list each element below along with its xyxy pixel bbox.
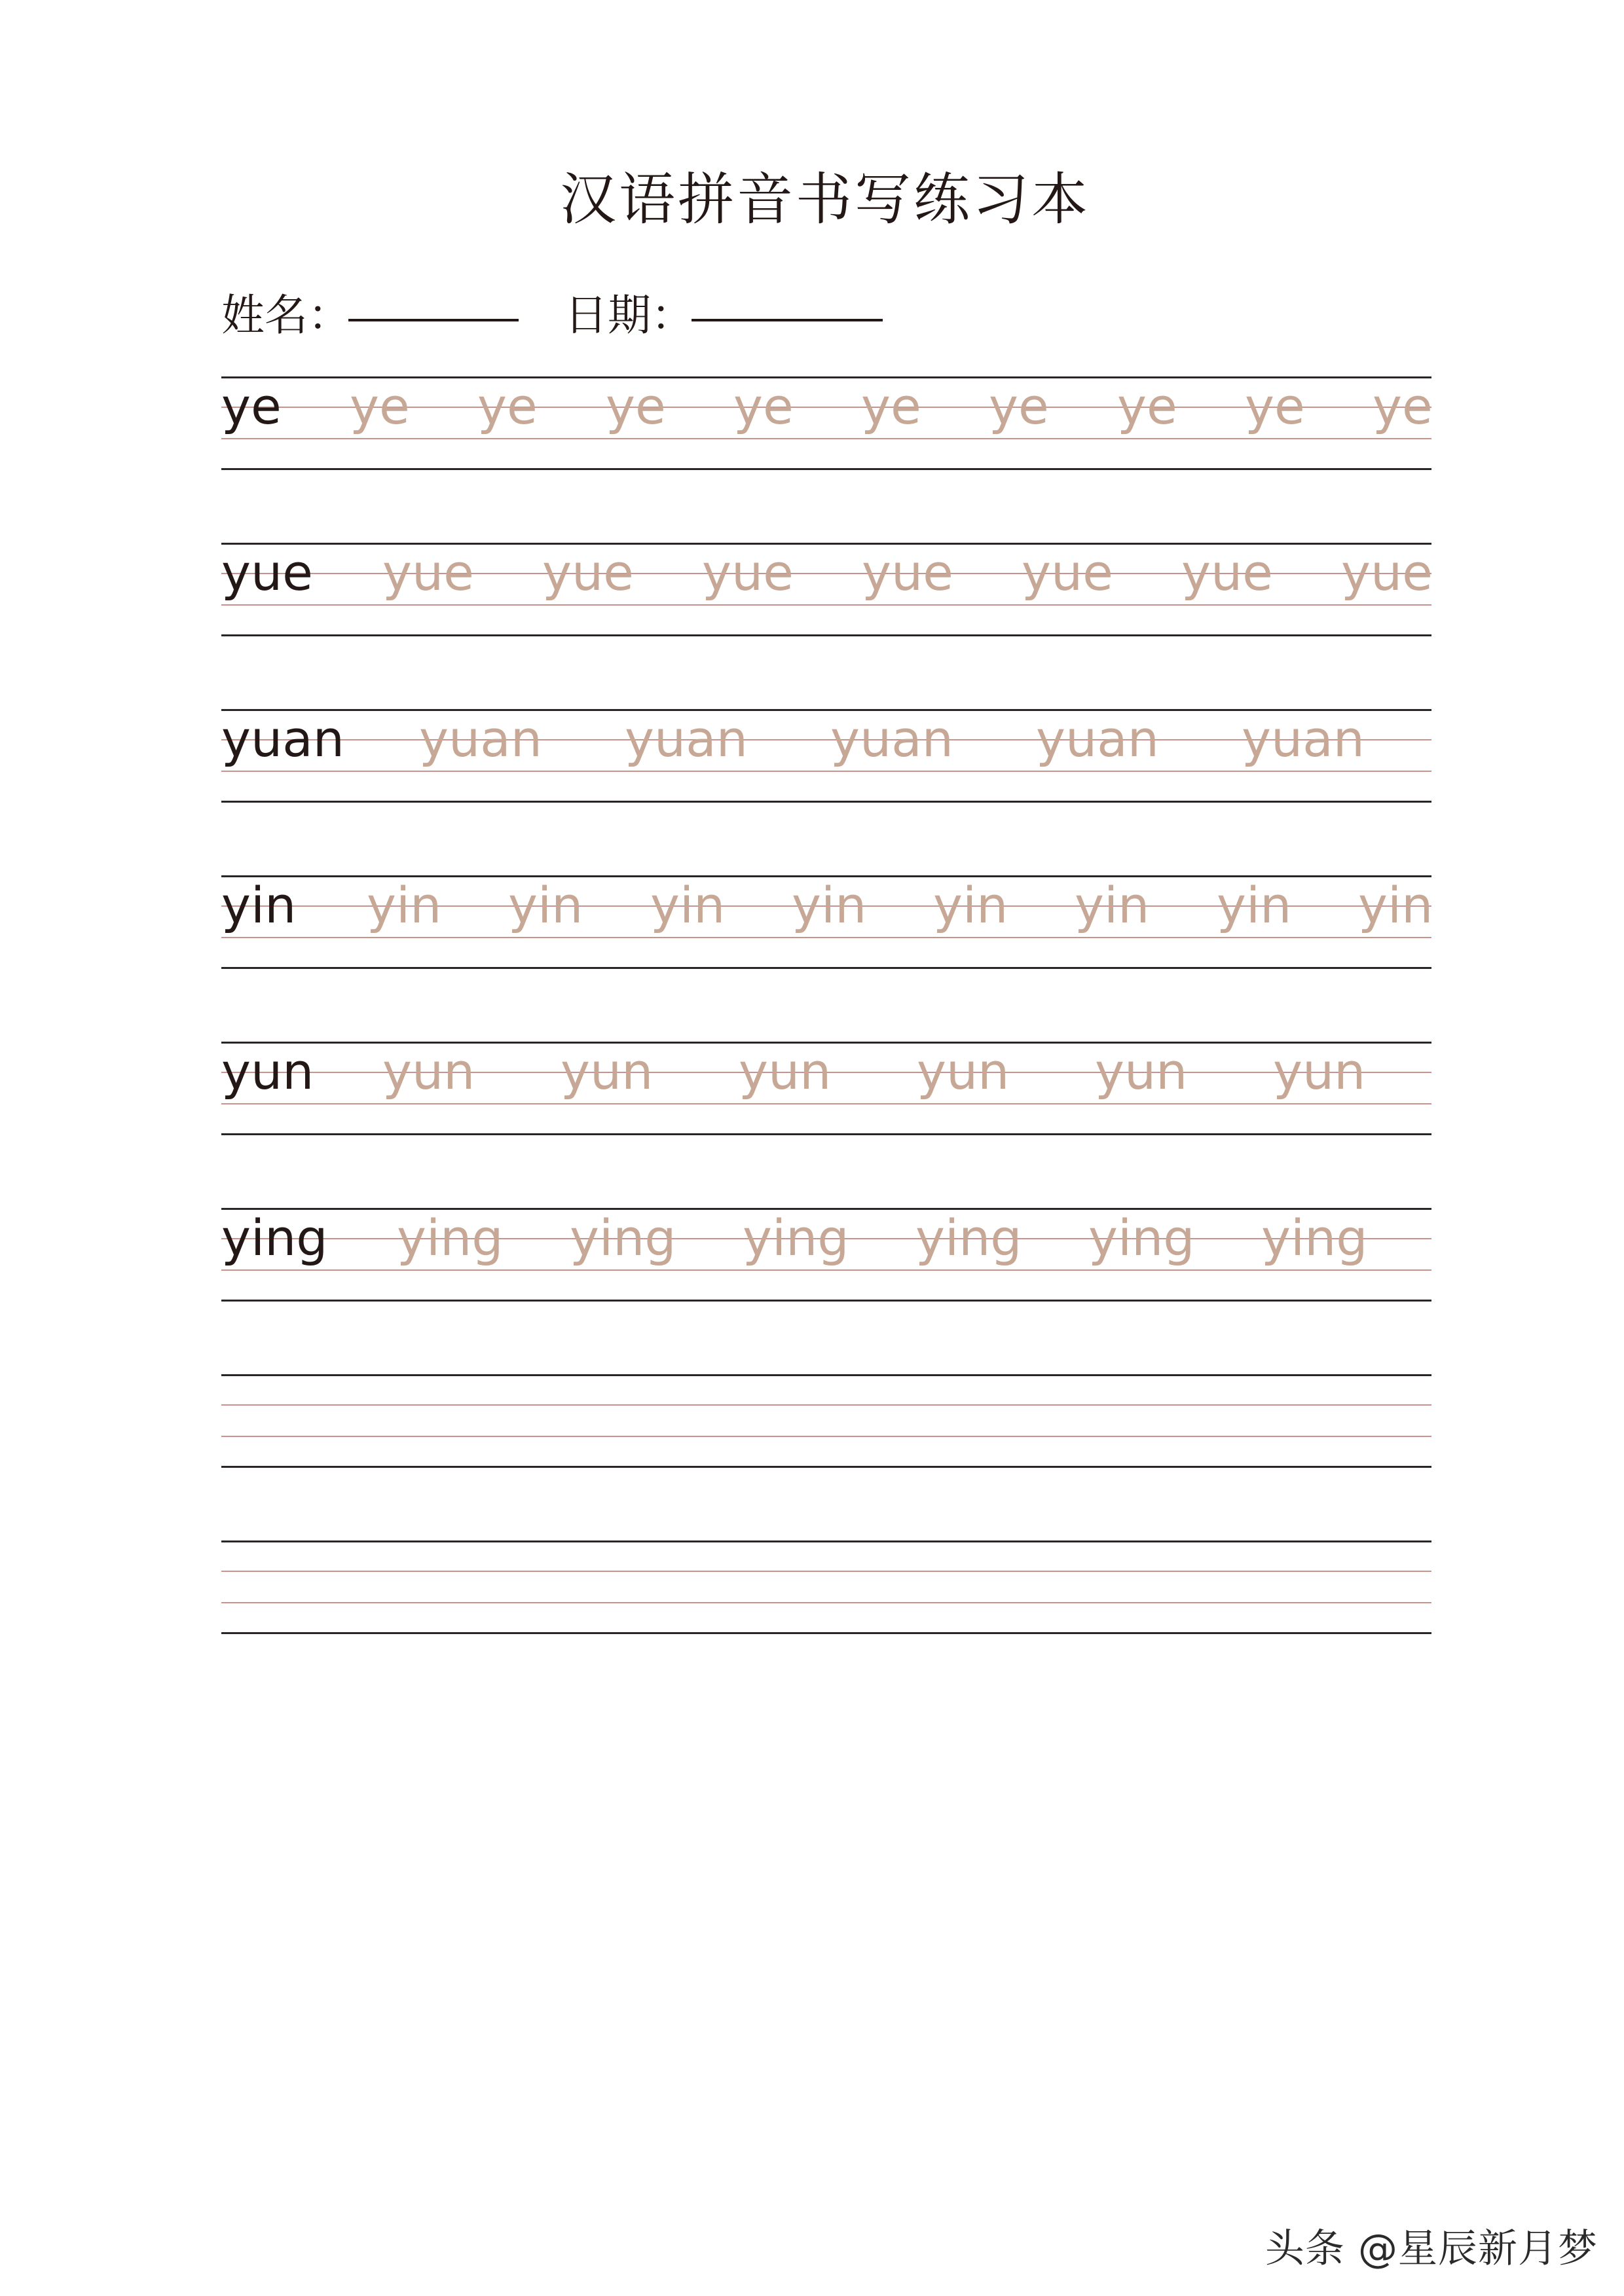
guide-line-inner — [221, 771, 1431, 772]
trace-syllable: yin — [650, 876, 726, 934]
trace-syllable: yuan — [1036, 710, 1159, 768]
trace-syllable: ye — [1373, 377, 1433, 435]
trace-syllable: yue — [1022, 543, 1113, 602]
writing-row[interactable] — [221, 1540, 1431, 1633]
trace-syllable: yue — [702, 543, 794, 602]
trace-syllable: ying — [397, 1209, 504, 1267]
trace-syllable: yun — [1273, 1042, 1366, 1101]
guide-line-outer — [221, 1540, 1431, 1542]
trace-syllable: yun — [561, 1042, 654, 1101]
guide-line-inner — [221, 604, 1431, 606]
trace-syllable: ye — [861, 377, 921, 435]
trace-syllable: yin — [792, 876, 867, 934]
trace-syllable: yin — [1217, 876, 1292, 934]
trace-syllable: yue — [1341, 543, 1433, 602]
trace-syllable: ying — [1261, 1209, 1368, 1267]
trace-syllable: yin — [933, 876, 1008, 934]
guide-line-inner — [221, 1269, 1431, 1271]
guide-line-outer — [221, 967, 1431, 969]
trace-syllable: ying — [570, 1209, 676, 1267]
writing-row[interactable] — [221, 875, 1431, 968]
guide-line-outer — [221, 1632, 1431, 1634]
trace-syllable: ye — [989, 377, 1049, 435]
name-label: 姓名： — [221, 290, 351, 340]
guide-line-outer — [221, 1133, 1431, 1135]
trace-syllable: yuan — [419, 710, 542, 768]
trace-syllable: yun — [1095, 1042, 1188, 1101]
trace-syllable: yin — [1358, 876, 1433, 934]
writing-row[interactable] — [221, 709, 1431, 802]
writing-row[interactable] — [221, 1374, 1431, 1467]
trace-syllable: ye — [477, 377, 538, 435]
trace-syllable: yin — [508, 876, 583, 934]
guide-line-outer — [221, 468, 1431, 470]
trace-syllable: yin — [1075, 876, 1150, 934]
model-syllable: yue — [221, 543, 313, 602]
trace-syllable: yue — [1181, 543, 1273, 602]
writing-row[interactable] — [221, 1042, 1431, 1135]
trace-syllable: yuan — [625, 710, 748, 768]
guide-line-inner — [221, 438, 1431, 439]
name-blank[interactable] — [348, 319, 519, 321]
date-blank[interactable] — [692, 319, 883, 321]
model-syllable: yun — [221, 1042, 314, 1101]
guide-line-outer — [221, 801, 1431, 803]
trace-syllable: ye — [1117, 377, 1177, 435]
guide-line-inner — [221, 1571, 1431, 1572]
trace-syllable: yun — [917, 1042, 1010, 1101]
guide-line-outer — [221, 634, 1431, 636]
trace-syllable: ye — [1245, 377, 1305, 435]
model-syllable: ying — [221, 1209, 328, 1267]
trace-syllable: ye — [733, 377, 794, 435]
page-title: 汉语拼音书写练习本 — [560, 167, 1090, 232]
guide-line-inner — [221, 1404, 1431, 1406]
trace-syllable: yun — [382, 1042, 475, 1101]
guide-line-outer — [221, 1300, 1431, 1302]
guide-line-outer — [221, 1374, 1431, 1376]
trace-syllable: ying — [743, 1209, 849, 1267]
guide-line-inner — [221, 937, 1431, 938]
model-syllable: yuan — [221, 710, 344, 768]
trace-syllable: ying — [915, 1209, 1022, 1267]
watermark: 头条 @星辰新月梦 — [1264, 2226, 1598, 2272]
guide-line-inner — [221, 1436, 1431, 1437]
model-syllable: ye — [221, 377, 282, 435]
trace-syllable: ye — [606, 377, 666, 435]
writing-row[interactable] — [221, 376, 1431, 469]
trace-syllable: yuan — [830, 710, 953, 768]
trace-syllable: yue — [382, 543, 474, 602]
guide-line-inner — [221, 1103, 1431, 1104]
trace-syllable: ye — [350, 377, 410, 435]
guide-line-outer — [221, 1466, 1431, 1468]
trace-syllable: yue — [862, 543, 953, 602]
trace-syllable: yuan — [1242, 710, 1365, 768]
date-label: 日期： — [564, 290, 694, 340]
trace-syllable: yun — [739, 1042, 832, 1101]
trace-syllable: yin — [367, 876, 442, 934]
writing-row[interactable] — [221, 1208, 1431, 1301]
model-syllable: yin — [221, 876, 297, 934]
writing-row[interactable] — [221, 543, 1431, 636]
trace-syllable: ying — [1088, 1209, 1195, 1267]
guide-line-inner — [221, 1602, 1431, 1603]
trace-syllable: yue — [542, 543, 634, 602]
